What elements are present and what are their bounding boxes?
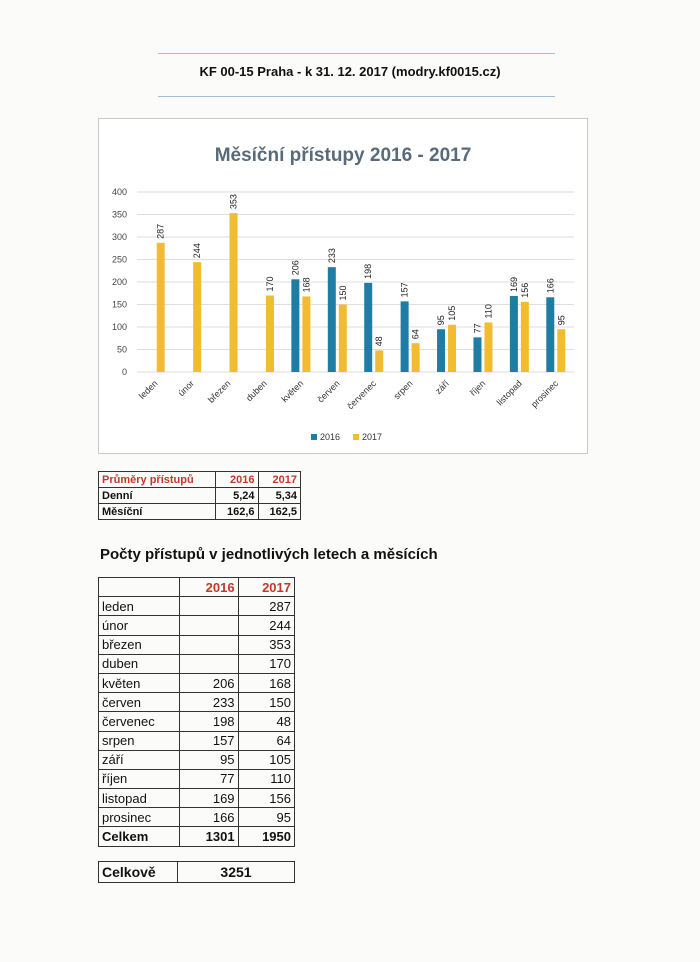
averages-table (98, 471, 301, 520)
total-2017: 1950 (238, 827, 294, 846)
bar-2016 (510, 296, 518, 372)
value-2016: 198 (180, 712, 238, 731)
value-2016: 77 (180, 769, 238, 788)
data-label: 244 (192, 243, 203, 259)
row-label: Denní (99, 488, 216, 504)
value-2016 (180, 597, 238, 616)
legend-swatch-2017 (353, 434, 359, 440)
value-2016: 162,6 (216, 504, 259, 520)
bar-chart (99, 119, 587, 453)
bar-2016 (437, 329, 445, 372)
data-label: 170 (264, 276, 275, 292)
table-row (99, 635, 295, 654)
data-label: 48 (374, 336, 385, 347)
averages-row-monthly (99, 504, 301, 520)
data-label: 64 (410, 329, 421, 340)
table-row (99, 654, 295, 673)
x-tick-label: květen (279, 378, 306, 405)
x-tick-label: prosinec (529, 378, 561, 410)
bar-2017 (302, 296, 310, 372)
value-2016: 5,24 (216, 488, 259, 504)
averages-col-2016: 2016 (216, 472, 259, 488)
x-tick-label: březen (205, 378, 233, 405)
y-tick-label: 50 (116, 344, 127, 355)
value-2017: 244 (238, 616, 294, 635)
data-label: 150 (337, 285, 348, 301)
monthly-table (98, 577, 295, 847)
table-row (99, 750, 295, 769)
value-2017: 105 (238, 750, 294, 769)
table-row (99, 616, 295, 635)
month-label: prosinec (99, 808, 180, 827)
month-label: duben (99, 654, 180, 673)
x-tick-label: duben (244, 378, 269, 404)
y-tick-label: 0 (121, 367, 127, 377)
page-title: KF 00-15 Praha - k 31. 12. 2017 (modry.kf0015.cz) (199, 64, 501, 79)
averages-row-daily (99, 488, 301, 504)
data-label: 353 (228, 194, 239, 210)
table-row (99, 769, 295, 788)
data-label: 206 (290, 260, 301, 276)
value-2016 (180, 635, 238, 654)
grand-total-table (98, 861, 295, 883)
value-2017: 353 (238, 635, 294, 654)
bar-2017 (521, 302, 529, 372)
data-label: 95 (436, 315, 447, 326)
header-empty (99, 578, 180, 597)
chart-panel (98, 118, 588, 454)
value-2017: 64 (238, 731, 294, 750)
bar-2017 (230, 213, 238, 372)
value-2016: 169 (180, 789, 238, 808)
legend-label: 2016 (320, 432, 341, 442)
value-2017: 156 (238, 789, 294, 808)
bar-2017 (375, 350, 383, 372)
bar-2017 (193, 262, 201, 372)
row-label: Měsíční (99, 504, 216, 520)
month-label: březen (99, 635, 180, 654)
month-label: srpen (99, 731, 180, 750)
grand-total-label: Celkově (99, 862, 178, 883)
value-2017: 150 (238, 693, 294, 712)
value-2017: 170 (238, 654, 294, 673)
averages-header-row (99, 472, 301, 488)
table-row (99, 731, 295, 750)
bar-2017 (266, 296, 274, 373)
monthly-section-title: Počty přístupů v jednotlivých letech a měsících (100, 546, 438, 563)
averages-col-2017: 2017 (258, 472, 301, 488)
x-tick-label: srpen (391, 378, 415, 402)
bar-2017 (339, 305, 347, 373)
value-2016: 233 (180, 693, 238, 712)
y-tick-label: 150 (111, 299, 127, 310)
bar-2016 (291, 279, 299, 372)
monthly-col-2016: 2016 (180, 578, 238, 597)
value-2016: 95 (180, 750, 238, 769)
month-label: leden (99, 597, 180, 616)
table-row (99, 808, 295, 827)
y-tick-label: 200 (111, 277, 127, 287)
x-tick-label: červenec (345, 378, 379, 412)
total-2016: 1301 (180, 827, 238, 846)
table-row (99, 597, 295, 616)
value-2016: 206 (180, 673, 238, 692)
data-label: 77 (472, 323, 483, 334)
averages-header-label: Průměry přístupů (99, 472, 216, 488)
monthly-col-2017: 2017 (238, 578, 294, 597)
month-label: červenec (99, 712, 180, 731)
table-row (99, 712, 295, 731)
table-row (99, 789, 295, 808)
value-2016 (180, 654, 238, 673)
month-label: červen (99, 693, 180, 712)
data-label: 169 (508, 276, 519, 292)
data-label: 105 (447, 305, 458, 321)
data-label: 168 (301, 277, 312, 293)
grand-total-row (99, 862, 295, 883)
legend-swatch-2016 (311, 434, 317, 440)
bar-2017 (557, 329, 565, 372)
legend-label: 2017 (362, 432, 383, 442)
month-label: listopad (99, 789, 180, 808)
y-tick-label: 250 (111, 254, 127, 265)
x-tick-label: říjen (467, 378, 488, 398)
value-2017: 48 (238, 712, 294, 731)
month-label: únor (99, 616, 180, 635)
top-divider (158, 53, 555, 54)
value-2017: 110 (238, 769, 294, 788)
y-tick-label: 100 (111, 322, 127, 332)
bar-2017 (448, 325, 456, 372)
value-2017: 162,5 (258, 504, 301, 520)
data-label: 287 (155, 223, 166, 239)
value-2016 (180, 616, 238, 635)
data-label: 156 (519, 282, 530, 298)
data-label: 233 (326, 248, 337, 264)
bar-2016 (546, 297, 554, 372)
x-tick-label: listopad (494, 378, 524, 408)
bar-2016 (473, 337, 481, 372)
y-tick-label: 350 (111, 209, 127, 220)
y-tick-label: 400 (111, 187, 127, 197)
header-divider (158, 96, 555, 97)
value-2017: 5,34 (258, 488, 301, 504)
data-label: 157 (399, 282, 410, 298)
value-2017: 95 (238, 808, 294, 827)
data-label: 198 (363, 263, 374, 279)
value-2017: 168 (238, 673, 294, 692)
monthly-header-row (99, 578, 295, 597)
total-label: Celkem (99, 827, 180, 846)
month-label: říjen (99, 769, 180, 788)
value-2016: 166 (180, 808, 238, 827)
value-2017: 287 (238, 597, 294, 616)
month-label: září (99, 750, 180, 769)
y-tick-label: 300 (111, 232, 127, 242)
data-label: 166 (545, 278, 556, 294)
grand-total-value: 3251 (178, 862, 295, 883)
total-row (99, 827, 295, 846)
x-tick-label: leden (136, 378, 160, 401)
x-tick-label: září (433, 378, 451, 397)
bar-2017 (484, 323, 492, 373)
bar-2017 (412, 343, 420, 372)
value-2016: 157 (180, 731, 238, 750)
data-label: 95 (556, 315, 567, 326)
bar-2016 (328, 267, 336, 372)
bar-2017 (157, 243, 165, 372)
month-label: květen (99, 673, 180, 692)
bar-2016 (364, 283, 372, 372)
data-label: 110 (483, 304, 494, 319)
bar-2016 (401, 301, 409, 372)
table-row (99, 673, 295, 692)
x-tick-label: únor (176, 378, 197, 399)
table-row (99, 693, 295, 712)
chart-title: Měsíční přístupy 2016 - 2017 (214, 145, 472, 166)
x-tick-label: červen (315, 378, 342, 405)
